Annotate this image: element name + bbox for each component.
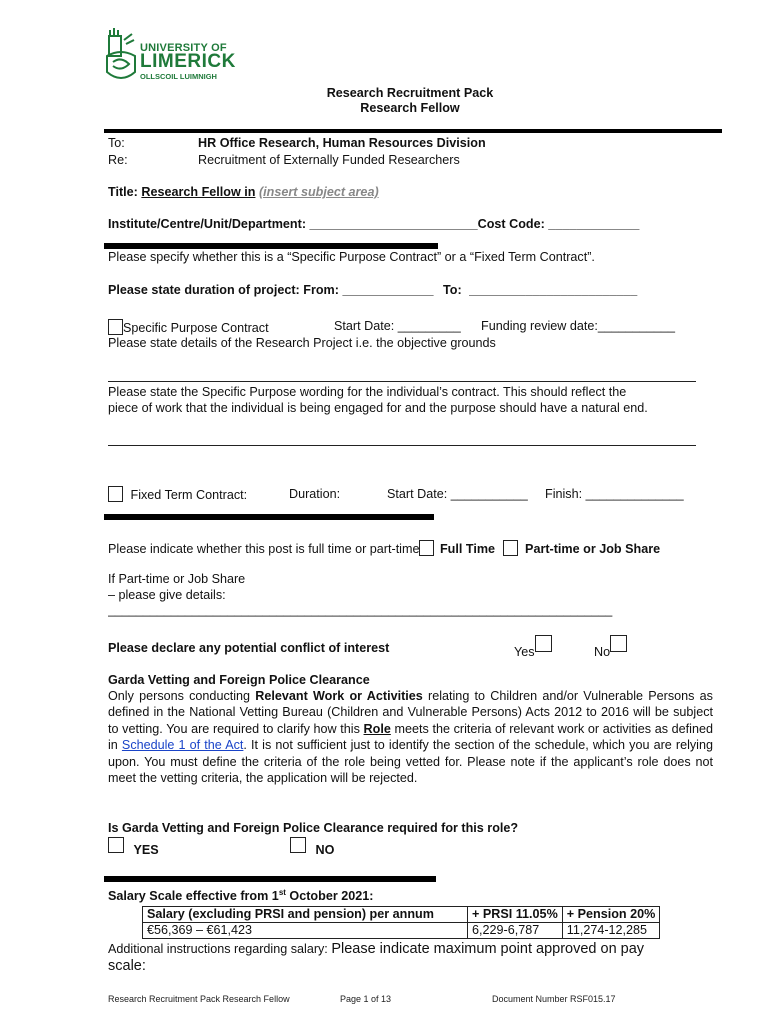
section-divider bbox=[104, 243, 438, 249]
logo-line-1: UNIVERSITY OF bbox=[140, 42, 227, 54]
garda-yes-label: YES bbox=[133, 843, 159, 857]
garda-text-end: . It is not sufficient just to identify the section of the schedule, which you are relying upon. You must define the criteria of the role being vetted for. Please note if the applicant’s role does not meet the vetting criteria, the application will be rejected. bbox=[108, 738, 713, 786]
contract-type-instruction: Please specify whether this is a “Specific Purpose Contract” or a “Fixed Term Contract”. bbox=[108, 250, 595, 264]
subject-area-placeholder[interactable]: (insert subject area) bbox=[258, 185, 379, 199]
conflict-yes-option bbox=[514, 635, 552, 659]
specific-purpose-row bbox=[108, 319, 269, 335]
garda-text-start: Only persons conducting bbox=[108, 689, 256, 703]
specific-purpose-wording-1: Please state the Specific Purpose wording for the individual’s contract. This should reflect the bbox=[108, 385, 627, 399]
duration-label: Please state duration of project: From: bbox=[108, 283, 339, 297]
specific-purpose-wording-2: piece of work that the individual is being engaged for and the purpose should have a natural end. bbox=[108, 401, 648, 415]
conflict-yes-label: Yes bbox=[514, 645, 535, 659]
part-time-details-line-2: – please give details: bbox=[108, 588, 226, 602]
research-project-details-line[interactable] bbox=[108, 381, 696, 382]
fixed-term-start[interactable]: Start Date: ___________ bbox=[387, 487, 528, 501]
garda-question: Is Garda Vetting and Foreign Police Clearance required for this role? bbox=[108, 821, 519, 835]
garda-yes-checkbox[interactable] bbox=[108, 837, 124, 853]
full-time-checkbox[interactable] bbox=[419, 540, 434, 556]
garda-no-checkbox[interactable] bbox=[290, 837, 306, 853]
fixed-term-label: Fixed Term Contract: bbox=[130, 488, 248, 502]
footer-page-number: Page 1 of 13 bbox=[340, 994, 392, 1004]
relevant-work-bold: Relevant Work or Activities bbox=[255, 689, 423, 703]
garda-paragraph bbox=[108, 688, 713, 786]
castle-crest-icon bbox=[104, 26, 138, 84]
conflict-yes-checkbox[interactable] bbox=[535, 635, 552, 652]
specific-purpose-start[interactable]: Start Date: _________ bbox=[334, 319, 461, 333]
fixed-term-finish[interactable]: Finish: ______________ bbox=[545, 487, 684, 501]
salary-note bbox=[108, 941, 644, 957]
table-row bbox=[143, 923, 660, 939]
duration-from-blank[interactable]: _____________ bbox=[342, 283, 434, 297]
to-value: HR Office Research, Human Resources Division bbox=[198, 136, 486, 150]
part-time-checkbox[interactable] bbox=[503, 540, 518, 556]
duration-line bbox=[108, 283, 637, 297]
salary-heading-pre: Salary Scale effective from 1 bbox=[108, 889, 279, 904]
pension-cell: 11,274-12,285 bbox=[562, 923, 660, 939]
salary-table-header bbox=[143, 907, 660, 923]
section-divider bbox=[104, 129, 722, 133]
time-type-question: Please indicate whether this post is full time or part-time bbox=[108, 542, 420, 556]
conflict-no-label: No bbox=[594, 645, 611, 659]
footer-left: Research Recruitment Pack Research Fellow bbox=[108, 994, 290, 1004]
salary-note-text-2: scale: bbox=[108, 958, 146, 974]
specific-purpose-wording-line[interactable] bbox=[108, 445, 696, 446]
garda-text-mid: relating to Children and/or Vulnerable Persons as defined in the National Vetting Bureau (Children and Vulnerable Persons) Acts 2012 to 2016 will be subject to vetting. You are required to clarify how this bbox=[108, 689, 713, 736]
part-time-label: Part-time or Job Share bbox=[525, 542, 661, 556]
duration-to-blank[interactable]: ________________________ bbox=[469, 283, 638, 297]
salary-range-cell: €56,369 – €61,423 bbox=[143, 923, 468, 939]
re-label: Re: bbox=[108, 153, 128, 167]
part-time-details-line-1: If Part-time or Job Share bbox=[108, 572, 246, 586]
institute-label: Institute/Centre/Unit/Department: bbox=[108, 217, 307, 231]
university-logo bbox=[104, 26, 244, 84]
specific-purpose-label: Specific Purpose Contract bbox=[123, 321, 269, 335]
cost-code-label: Cost Code: bbox=[477, 217, 545, 231]
research-project-details-prompt: Please state details of the Research Project i.e. the objective grounds bbox=[108, 336, 496, 350]
document-title: Research Recruitment Pack bbox=[326, 86, 494, 100]
role-bold: Role bbox=[363, 721, 391, 736]
prsi-cell: 6,229-6,787 bbox=[468, 923, 563, 939]
schedule-1-link[interactable]: Schedule 1 of the Act bbox=[121, 738, 244, 753]
logo-line-2: LIMERICK bbox=[140, 51, 236, 72]
title-label: Title: bbox=[108, 185, 138, 199]
section-divider bbox=[104, 514, 434, 520]
re-value: Recruitment of Externally Funded Researchers bbox=[198, 153, 460, 167]
garda-text-mid2: meets the criteria of relevant work or activities as defined in bbox=[108, 721, 713, 753]
duration-to-label: To: bbox=[443, 283, 462, 297]
pension-col-header: + Pension 20% bbox=[562, 907, 660, 923]
footer-document-number: Document Number RSF015.17 bbox=[492, 994, 616, 1004]
garda-no-option bbox=[290, 837, 334, 857]
salary-note-text: Please indicate maximum point approved on pay bbox=[331, 941, 645, 957]
logo-line-3: OLLSCOIL LUIMNIGH bbox=[140, 72, 217, 81]
conflict-no-option bbox=[594, 635, 627, 659]
fixed-term-row bbox=[108, 486, 247, 502]
garda-heading: Garda Vetting and Foreign Police Clearance bbox=[108, 673, 370, 687]
salary-table bbox=[142, 906, 660, 939]
specific-purpose-checkbox[interactable] bbox=[108, 319, 123, 335]
salary-col-header: Salary (excluding PRSI and pension) per annum bbox=[143, 907, 468, 923]
section-divider bbox=[104, 876, 436, 882]
institute-blank[interactable]: ________________________ bbox=[309, 217, 478, 231]
cost-code-blank[interactable]: _____________ bbox=[548, 217, 640, 231]
time-type-row bbox=[108, 540, 660, 556]
garda-yes-option bbox=[108, 837, 159, 857]
title-value: Research Fellow in bbox=[141, 185, 256, 199]
institute-line bbox=[108, 217, 639, 231]
full-time-label: Full Time bbox=[439, 542, 496, 556]
salary-heading-post: October 2021: bbox=[285, 889, 374, 904]
part-time-details-blank[interactable]: ________________________________________________________________________ bbox=[108, 603, 613, 617]
to-label: To: bbox=[108, 136, 125, 150]
fixed-term-checkbox[interactable] bbox=[108, 486, 123, 502]
salary-heading bbox=[108, 888, 373, 903]
conflict-question: Please declare any potential conflict of interest bbox=[108, 641, 390, 655]
prsi-col-header: + PRSI 11.05% bbox=[468, 907, 563, 923]
conflict-no-checkbox[interactable] bbox=[610, 635, 627, 652]
title-line bbox=[108, 185, 379, 199]
garda-no-label: NO bbox=[315, 843, 335, 857]
salary-heading-sup: st bbox=[278, 888, 286, 897]
salary-note-label: Additional instructions regarding salary: bbox=[108, 942, 328, 956]
fixed-term-duration[interactable]: Duration: bbox=[289, 487, 341, 501]
document-subtitle: Research Fellow bbox=[360, 101, 460, 115]
funding-review-date[interactable]: Funding review date:___________ bbox=[481, 319, 675, 333]
